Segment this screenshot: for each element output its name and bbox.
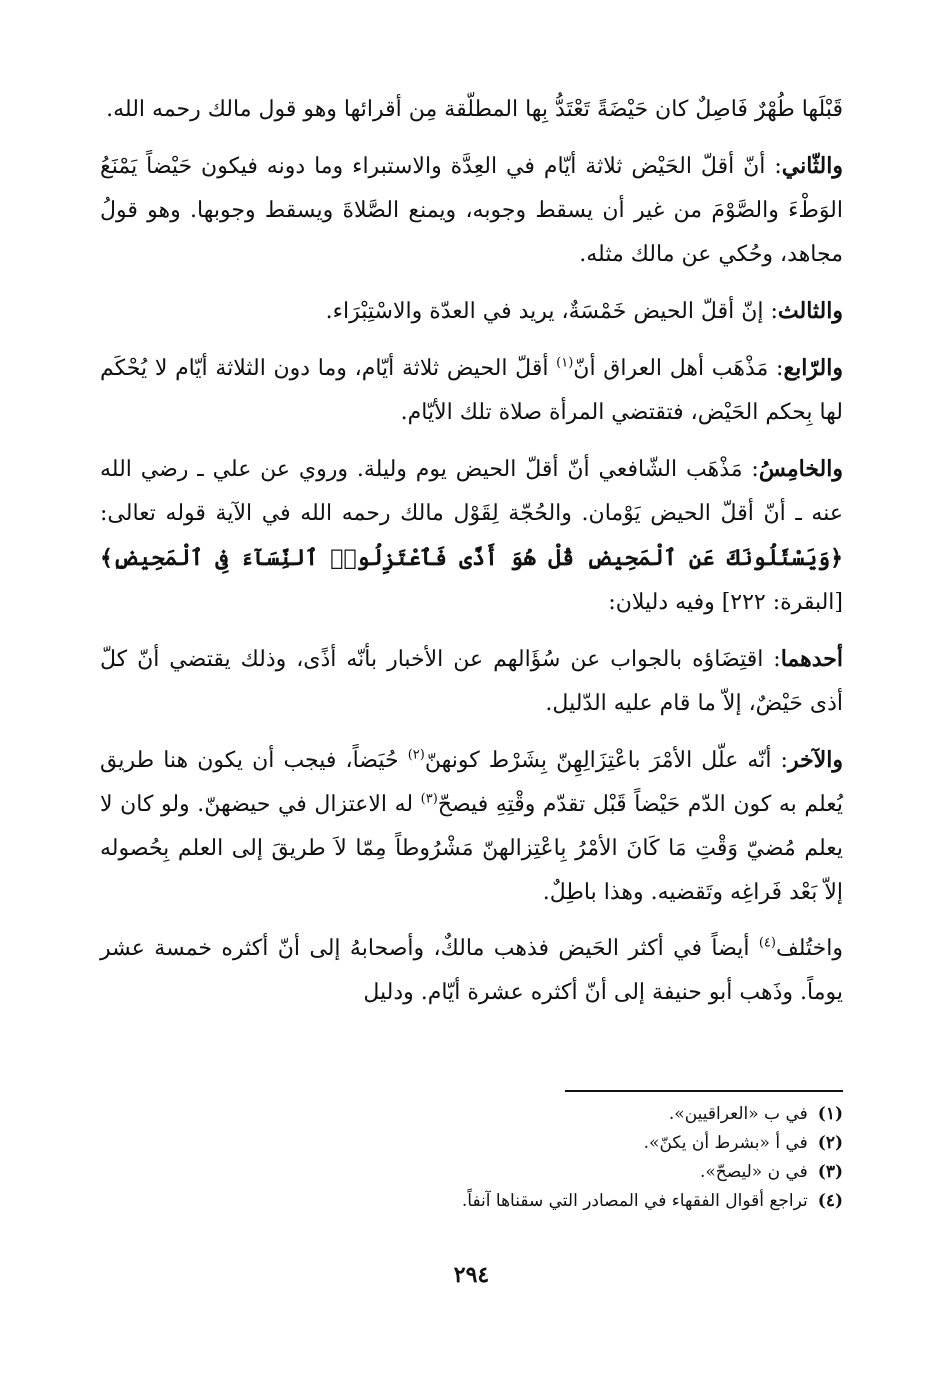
page-number: ٢٩٤	[453, 1262, 490, 1288]
footnote	[100, 1100, 843, 1129]
footnote-marker: (٤)	[758, 935, 776, 951]
footnote-text: في أ «بشرط أن يكنّ».	[643, 1133, 808, 1153]
paragraph	[100, 637, 843, 726]
paragraph-text: : أنّه علّل الأمْرَ باعْتِزَالِهِنّ بِشَرْط كونهنّ	[424, 748, 788, 773]
paragraph-lead-word: والثالث	[777, 298, 843, 324]
paragraph-text: : مَذْهَب الشّافعي أنّ أقلّ الحيض يوم وليلة. وروي عن علي ـ رضي الله عنه ـ أنّ أقلّ الحيض يَوْمان. والحُجّة لِقَوْل مالك رحمه الله في الآية قوله تعالى:	[100, 457, 843, 526]
main-text	[100, 88, 843, 1015]
footnote-separator	[565, 1090, 843, 1092]
quran-verse: ﴿وَيَسْئَلُونَكَ عَنِ ٱلْمَحِيضِ قُلْ هُوَ أَذًى فَٱعْتَزِلُوا۟ ٱلنِّسَآءَ فِى ٱلْمَحِيضِ﴾	[100, 545, 843, 571]
footnote	[100, 1187, 843, 1216]
paragraph-text: : إنّ أقلّ الحيض خَمْسَةٌ، يريد في العدّة والاسْتِبْرَاء.	[325, 299, 778, 324]
paragraph	[100, 738, 843, 915]
footnotes	[100, 1100, 843, 1216]
paragraph-lead-word: والثّاني	[781, 153, 843, 179]
paragraph	[100, 144, 843, 277]
paragraph-text: [البقرة: ٢٢٢] وفيه دليلان:	[608, 590, 843, 615]
paragraph-text: أقلّ الحيض ثلاثة أيّام، وما دون الثلاثة أيّام لا يُحْكَم لها بِحكم الحَيْض، فتقتضي المرأة صلاة تلك الأيّام.	[100, 356, 843, 425]
paragraph-lead-word: والرّابع	[783, 355, 843, 381]
paragraph-text: أيضاً في أكثر الحَيض فذهب مالكٌ، وأصحابهُ إلى أنّ أكثره خمسة عشر يوماً. وذَهب أبو حنيفة إلى أنّ أكثره عشرة أيّام. ودليل	[100, 936, 843, 1005]
paragraph-text: له الاعتزال في حيضهنّ. ولو كان لا يعلم مُضيّ وَقْتِ مَا كَانَ الأمْرُ بِاعْتِزالهنّ مَشْرُوطاً مِمّا لاَ طريقَ إلى العلم بِحُصوله إلاّ بَعْد فَراغِه وتَقضيه. وهذا باطِلٌ.	[100, 792, 843, 905]
footnote-marker: (٢)	[407, 747, 425, 763]
footnote-number: (٢)	[817, 1133, 843, 1153]
paragraph-text: واختُلف	[775, 936, 843, 961]
footnote-number: (٣)	[817, 1162, 843, 1182]
paragraph-lead-word: والآخر	[787, 747, 843, 773]
footnote-marker: (٣)	[420, 791, 438, 807]
paragraph	[100, 346, 843, 435]
footnote	[100, 1129, 843, 1158]
paragraph-text: : مَذْهَب أهل العراق أنّ	[573, 356, 784, 381]
footnote-text: في ن «ليصحّ».	[699, 1162, 808, 1182]
paragraph-text: قَبْلَها طُهْرٌ فَاصِلٌ كان حَيْضَةً تَعْتَدُّ بِها المطلّقة مِن أقرائها وهو قول مالك رحمه الله.	[106, 97, 843, 122]
paragraph	[100, 289, 843, 334]
footnote-number: (١)	[817, 1104, 843, 1124]
paragraph-text: : أنّ أقلّ الحَيْض ثلاثة أيّام في العِدَّة والاستبراء وما دونه فيكون حَيْضاً يَمْنَعُ الوَطْءَ والصَّوْمَ من غير أن يسقط وجوبه، ويمنع الصَّلاةَ ويسقط وجوبها. وهو قولُ مجاهد، وحُكي عن مالك مثله.	[100, 154, 843, 267]
paragraph	[100, 927, 843, 1015]
footnote-number: (٤)	[817, 1191, 843, 1211]
paragraph-lead-word: والخامِسُ	[758, 456, 843, 482]
paragraph-lead-word: أحدهما	[780, 646, 843, 672]
paragraph	[100, 88, 843, 132]
paragraph-text: : اقتِضَاؤه بالجواب عن سُؤَالهم عن الأخبار بأنّه أذًى، وذلك يقتضي أنّ كلّ أذى حَيْضٌ، إلاّ ما قام عليه الدّليل.	[100, 647, 843, 716]
footnote-marker: (١)	[556, 355, 574, 371]
paragraph-text: حُيَضاً، فيجب أن يكون هنا طريق يُعلم به كون الدّم حَيْضاً قَبْل تقدّم وقْتِهِ فيصحّ	[100, 748, 844, 817]
footnote-text: في ب «العراقيين».	[668, 1104, 808, 1124]
footnote-text: تراجع أقوال الفقهاء في المصادر التي سقناها آنفاً.	[461, 1191, 808, 1211]
paragraph	[100, 447, 843, 625]
footnote	[100, 1158, 843, 1187]
